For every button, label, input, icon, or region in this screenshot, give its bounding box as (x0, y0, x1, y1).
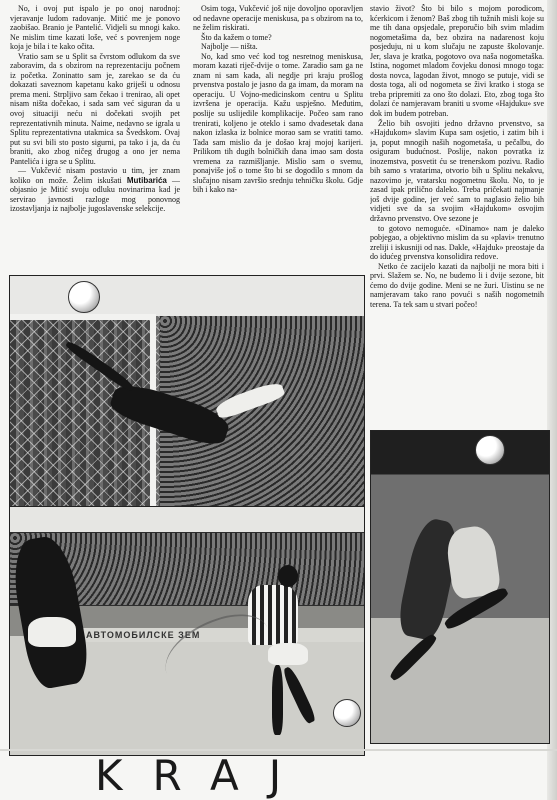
paragraph: Osim toga, Vukčević još nije dovoljno oporavljen od nedavne operacije meniskusa, pa s obzirom na to, ne želim riskirati. (193, 4, 363, 33)
advertising-board: АВТОМОБИЛСКЕ ЗЕМ (80, 628, 364, 642)
bold-name: Mutibarića (126, 175, 167, 185)
paragraph: No, i ovoj put ispalo je po onoj narodnoj: vjeravanje ludom radovanje. Mitić me je ponovo zaobišao. Branio je Pantelić. Vidjeli su mnogi kako. Ne mislim time kazati loše, već s povrenjem noge koja je bila i te kako očita. (10, 4, 180, 52)
player-leg (272, 665, 283, 735)
player-leg (388, 632, 439, 683)
crossbar (10, 314, 156, 320)
football-icon (68, 281, 100, 313)
player-kick-photo (9, 506, 365, 756)
football-icon (333, 699, 361, 727)
end-headline: KRAJ (95, 751, 312, 800)
paragraph: to gotovo nemoguće. «Dinamo» nam je daleko pobjegao, a objektivno mislim da su «plavi» trenutno zreliji i iskusniji od nas. Dakle, «Hajduk» preostaje da do idućeg prvenstva konsolidira redove. (370, 223, 544, 262)
paragraph: — Vukčević nisam postavio u tim, jer znam koliko on može. Želim iskušati Mutibarića — objasnio je Mitić svoju odluku novinarima kad je servirao javnosti razloge mog ponovnog izostavljanja iz najbolje jugoslavenske selekcije. (10, 166, 180, 214)
photo-sky (10, 276, 364, 316)
goalkeeper-shorts (28, 617, 76, 647)
football-icon (475, 435, 505, 465)
paragraph: No, kad smo već kod tog nesretnog meniskusa, moram kazati riječ-dvije o tome. Zaradio sam ga ne znam ni sam kada, ali negdje pri kraju prošlog prvenstva postalo je jasno da ga imam, da moram na operaciju. U Vojno-medicinskom centru u Splitu izvršena je operacija. Kažu uspješno. Međutim, poslije su uslijedile komplikacije. Počeo sam rano trenirati, koljeno je oteklo i samo dvadesetak dana nakon izlaska iz bolnice morao sam se vratiti tamo. Tada sam mislio da je došao kraj mojoj karijeri. Prilikom tih dugih bolničkih dana imao sam dosta vremena za razmišljanje. Mislio sam o svemu, ponajviše još o tome što bi se dogodilo s mnom da slučajno nisam završio srednju tehničku školu. Gdje bih i kako na- (193, 51, 363, 195)
paragraph: Najbolje — ništa. (201, 42, 258, 52)
paragraph: Želio bih osvojiti jedno državno prvenstvo, sa «Hajdukom» slavim Kupa sam osjetio, i zatim bih i ja, poput mnogih naših nogometaša, u pečalbu, do osiguram budućnost. Poslije, nakon povratka iz inozemstva, posvetit ću se trenerskom pozivu. Radio bih samo s vratarima, otvorio bih u Splitu nekakvu, nazovimo je, vratarsku nogometnu školu. No, to je zasad ipak prilično daleko. Treba pričekati najmanje još dvije godine, jer već sam to naglasio želio bih vidjeti sve da sa svojim «Hajdukom» osvojim državno prvenstvo. Ove sezone je (370, 118, 544, 224)
article-column-3 (370, 4, 544, 400)
snow-match-photo (370, 430, 550, 744)
paragraph: Netko će zacijelo kazati da najbolji ne mora biti i prvi. Slažem se. No, ne budemo li i dvije sezone, bit ćemo do dvije godine. Meni se ne žuri. Uistinu se ne namjeravam tako rano povući s naših nogometnih terena. Ta tek sam u stvari počeo! (370, 261, 544, 309)
player-leg (281, 665, 317, 724)
paragraph: stavio život? Što bi bilo s mojom porodicom, kćerkicom i ženom? Baš zbog tih tužnih misli koje su me tih dana opsjedale, preporučio bih svim mladim nogometašima da, bez obzira na nadarenost koju posjeduju, ni u kom slučaju ne zapuste školovanje. Jer, slava je kratka, pogotovo ova naša nogometaška. Istina, nogomet mladom čovjeku donosi mnogo toga: dosta novca, lagodan život, mnogo se putuje, vidi se dosta toga, ali od nogometa se živi kratko i stoga se treba pripremiti za ono što dolazi. Eto, zbog toga što dolazi će namjeravam braniti u svome «Hajduku» sve dok im budem potreban. (370, 4, 544, 119)
article-column-1 (10, 4, 180, 272)
player-jersey (444, 524, 501, 600)
article-column-2 (193, 4, 363, 262)
paragraph: Što da kažem o tome? (201, 32, 272, 42)
paragraph: Vratio sam se u Split sa čvrstom odlukom da sve zaboravim, da s obzirom na reprezentaciju počnem iz početka. Zoninatto sam je, zarekao se da ću dokazati saveznom kapetanu kako griješi u odnosu prema meni. Strpljivo sam čekao i trenirao, ali opet nisam ništa dočekao, i sada sam već siguran da u ovoj situaciji neću ni dočekati svojih pet reprezentativnih minuta. Naime, nedavno se igrala u Splitu reprezentativna utakmica sa Švedskom. Ovaj put su svi bili sto posto sigurni, pa tako i ja, da ću braniti, ako zbog ničeg drugog a ono jer nema Pantelića i igra se u Splitu. (10, 51, 180, 166)
goalkeeper-dive-photo (9, 275, 365, 513)
player-head (278, 565, 298, 587)
